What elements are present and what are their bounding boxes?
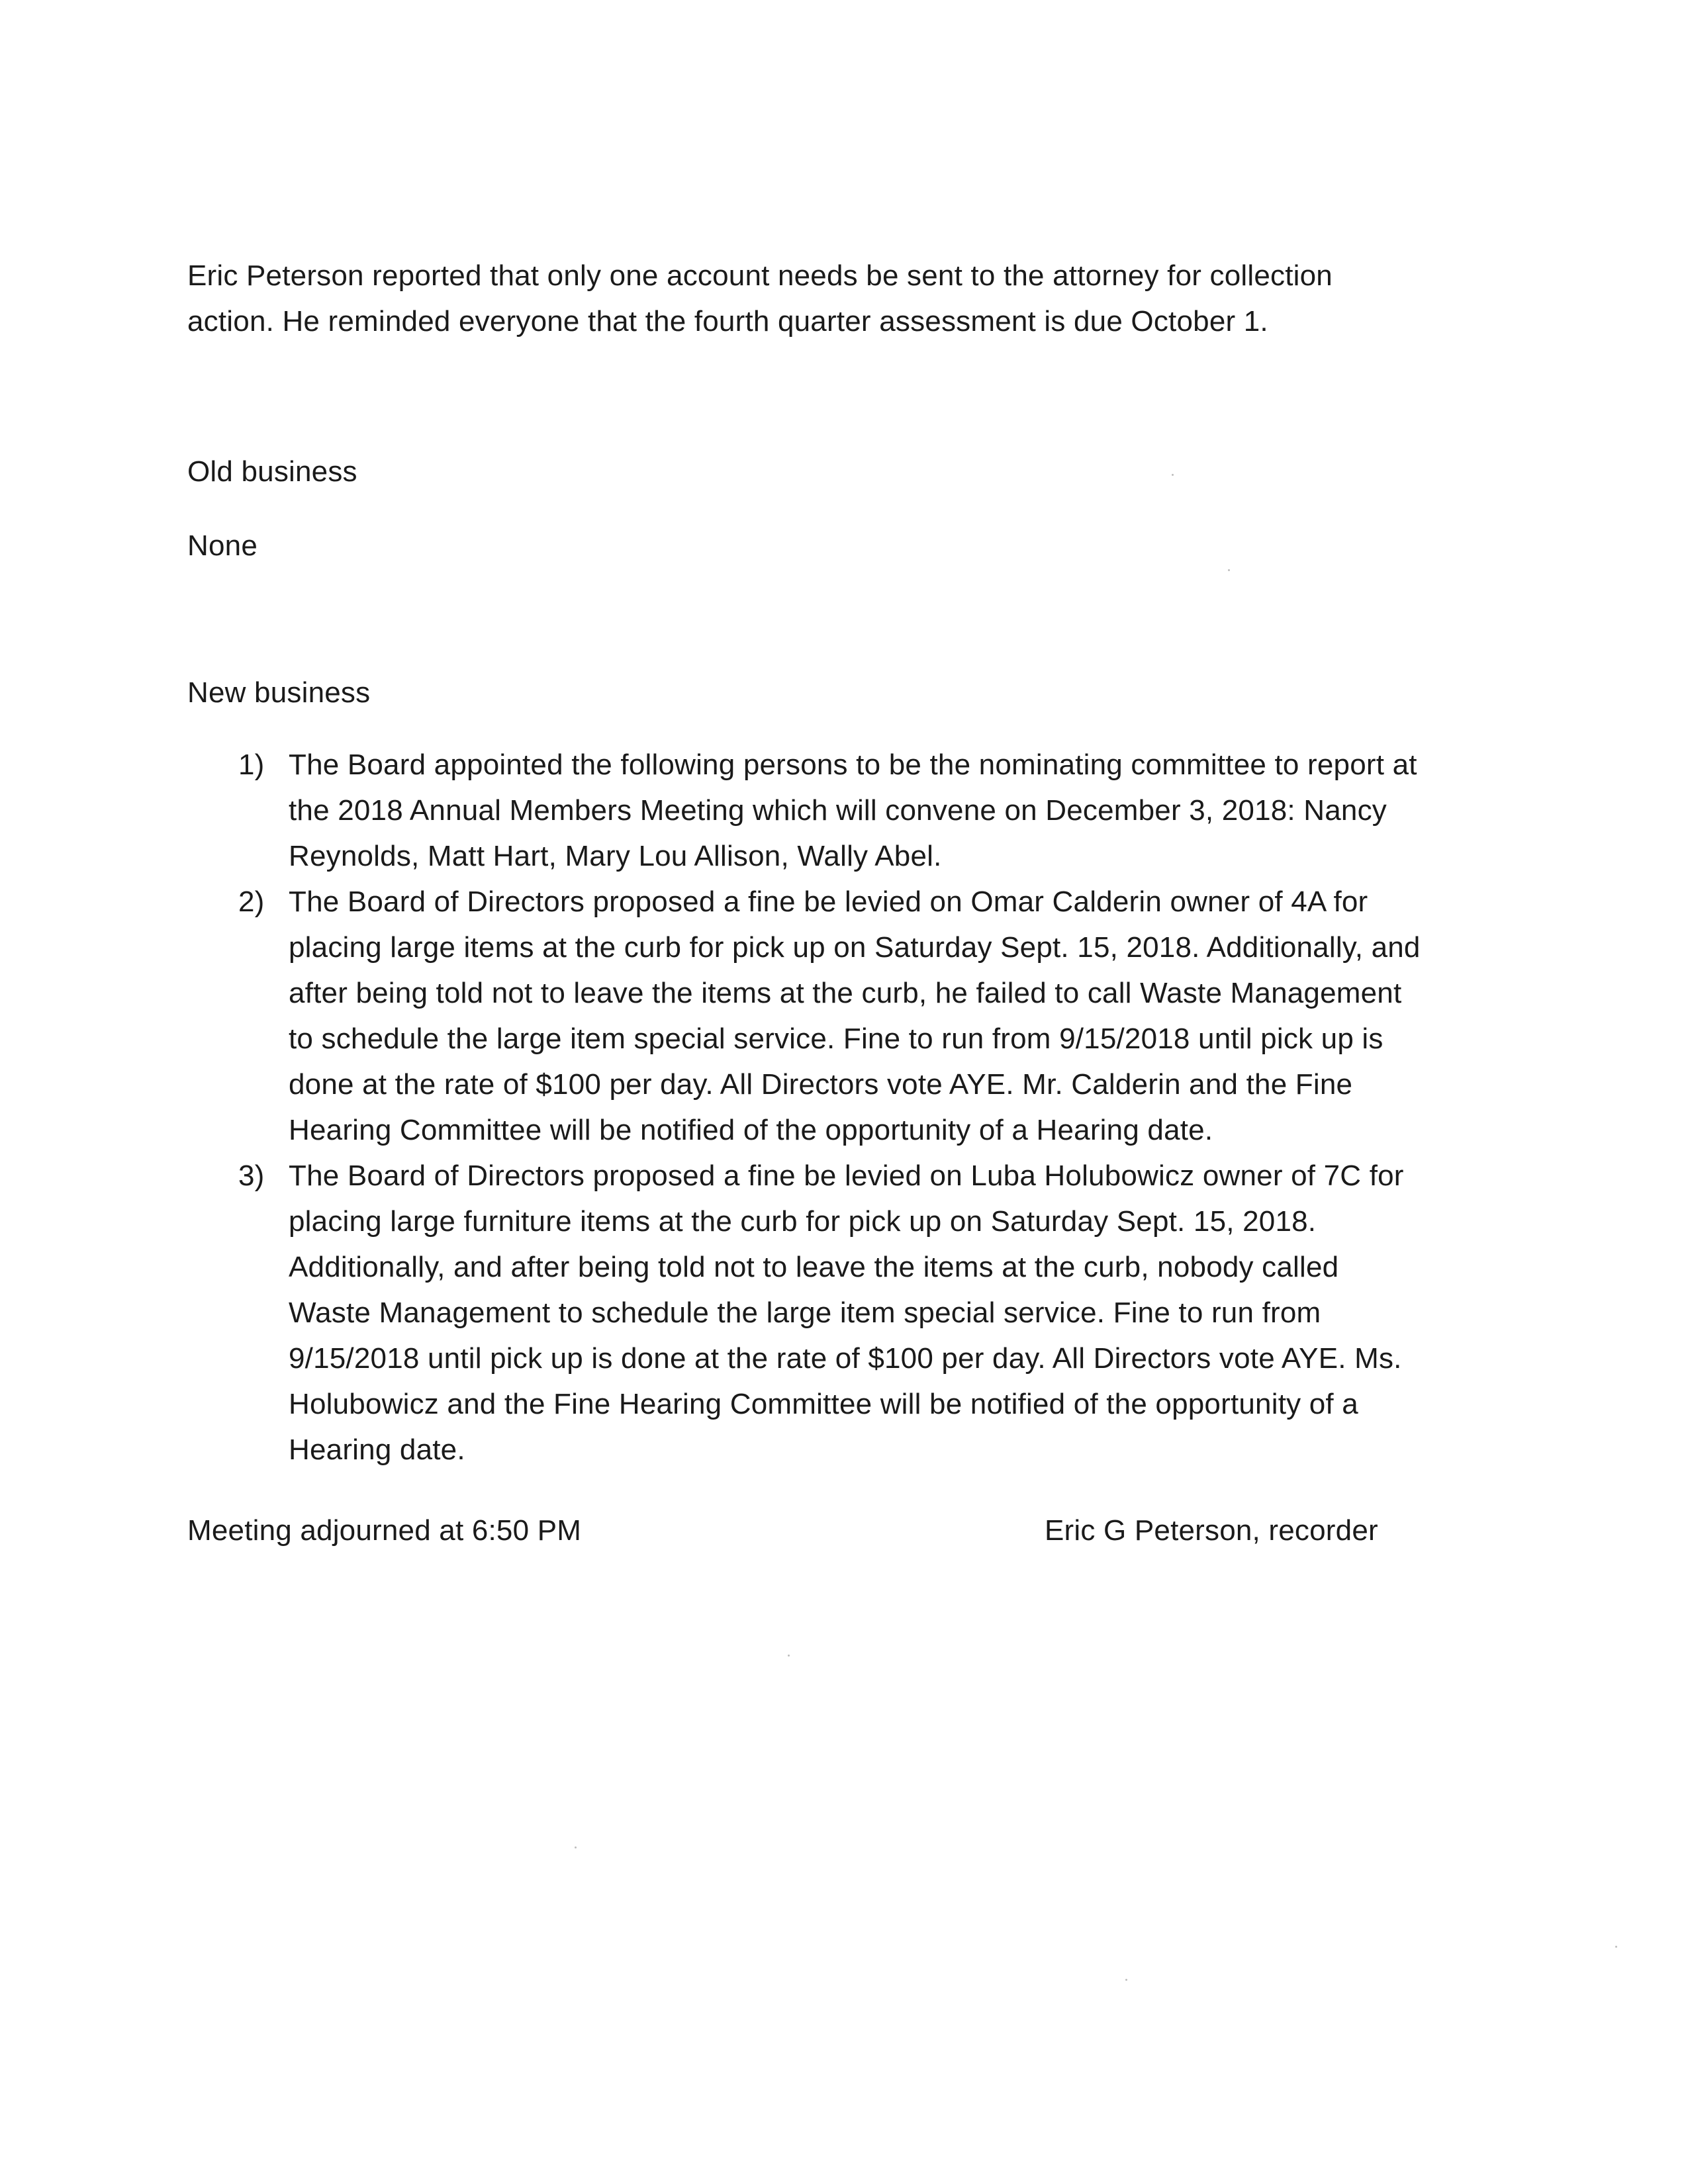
scan-speck — [1615, 1946, 1617, 1948]
list-item-line: done at the rate of $100 per day. All Directors vote AYE. Mr. Calderin and the Fine — [289, 1068, 1353, 1101]
list-item-line: after being told not to leave the items at the curb, he failed to call Waste Management — [289, 977, 1402, 1009]
old-business-body: None — [187, 529, 258, 562]
recorder-signature-text: Eric G Peterson, recorder — [1045, 1514, 1378, 1547]
list-item-line: Additionally, and after being told not to leave the items at the curb, nobody called — [289, 1251, 1339, 1283]
list-item-line: The Board of Directors proposed a fine be levied on Omar Calderin owner of 4A for — [289, 886, 1368, 918]
list-item-line: The Board appointed the following persons to be the nominating committee to report at — [289, 749, 1417, 781]
scan-speck — [1228, 569, 1230, 571]
list-item-line: 9/15/2018 until pick up is done at the rate of $100 per day. All Directors vote AYE. Ms. — [289, 1342, 1402, 1375]
list-item-line: Hearing Committee will be notified of the opportunity of a Hearing date. — [289, 1114, 1213, 1146]
list-item-number: 3) — [238, 1160, 265, 1192]
new-business-item-3 — [187, 1153, 1485, 1473]
list-item-number: 2) — [238, 886, 265, 918]
list-item-line: Reynolds, Matt Hart, Mary Lou Allison, Wally Abel. — [289, 840, 942, 872]
list-item-line: Holubowicz and the Fine Hearing Committee will be notified of the opportunity of a — [289, 1388, 1358, 1420]
old-business-heading: Old business — [187, 455, 357, 488]
list-item-number: 1) — [238, 749, 265, 781]
meeting-adjourned-text: Meeting adjourned at 6:50 PM — [187, 1514, 582, 1547]
new-business-item-1 — [187, 742, 1485, 879]
scan-speck — [788, 1655, 790, 1657]
new-business-heading: New business — [187, 676, 371, 709]
new-business-item-2 — [187, 879, 1485, 1153]
scan-speck — [1172, 474, 1174, 476]
list-item-line: to schedule the large item special service. Fine to run from 9/15/2018 until pick up is — [289, 1023, 1383, 1055]
list-item-line: the 2018 Annual Members Meeting which will convene on December 3, 2018: Nancy — [289, 794, 1387, 827]
scan-speck — [1125, 1979, 1127, 1981]
list-item-line: Hearing date. — [289, 1433, 465, 1466]
treasurer-report-line: action. He reminded everyone that the fourth quarter assessment is due October 1. — [187, 305, 1268, 338]
list-item-line: The Board of Directors proposed a fine be levied on Luba Holubowicz owner of 7C for — [289, 1160, 1404, 1192]
list-item-line: Waste Management to schedule the large item special service. Fine to run from — [289, 1297, 1321, 1329]
list-item-line: placing large furniture items at the curb for pick up on Saturday Sept. 15, 2018. — [289, 1205, 1317, 1238]
list-item-line: placing large items at the curb for pick up on Saturday Sept. 15, 2018. Additionally, and — [289, 931, 1421, 964]
treasurer-report-paragraph — [187, 253, 1511, 344]
new-business-list — [187, 742, 1485, 1473]
treasurer-report-line: Eric Peterson reported that only one account needs be sent to the attorney for collection — [187, 259, 1333, 292]
scan-speck — [575, 1846, 577, 1848]
